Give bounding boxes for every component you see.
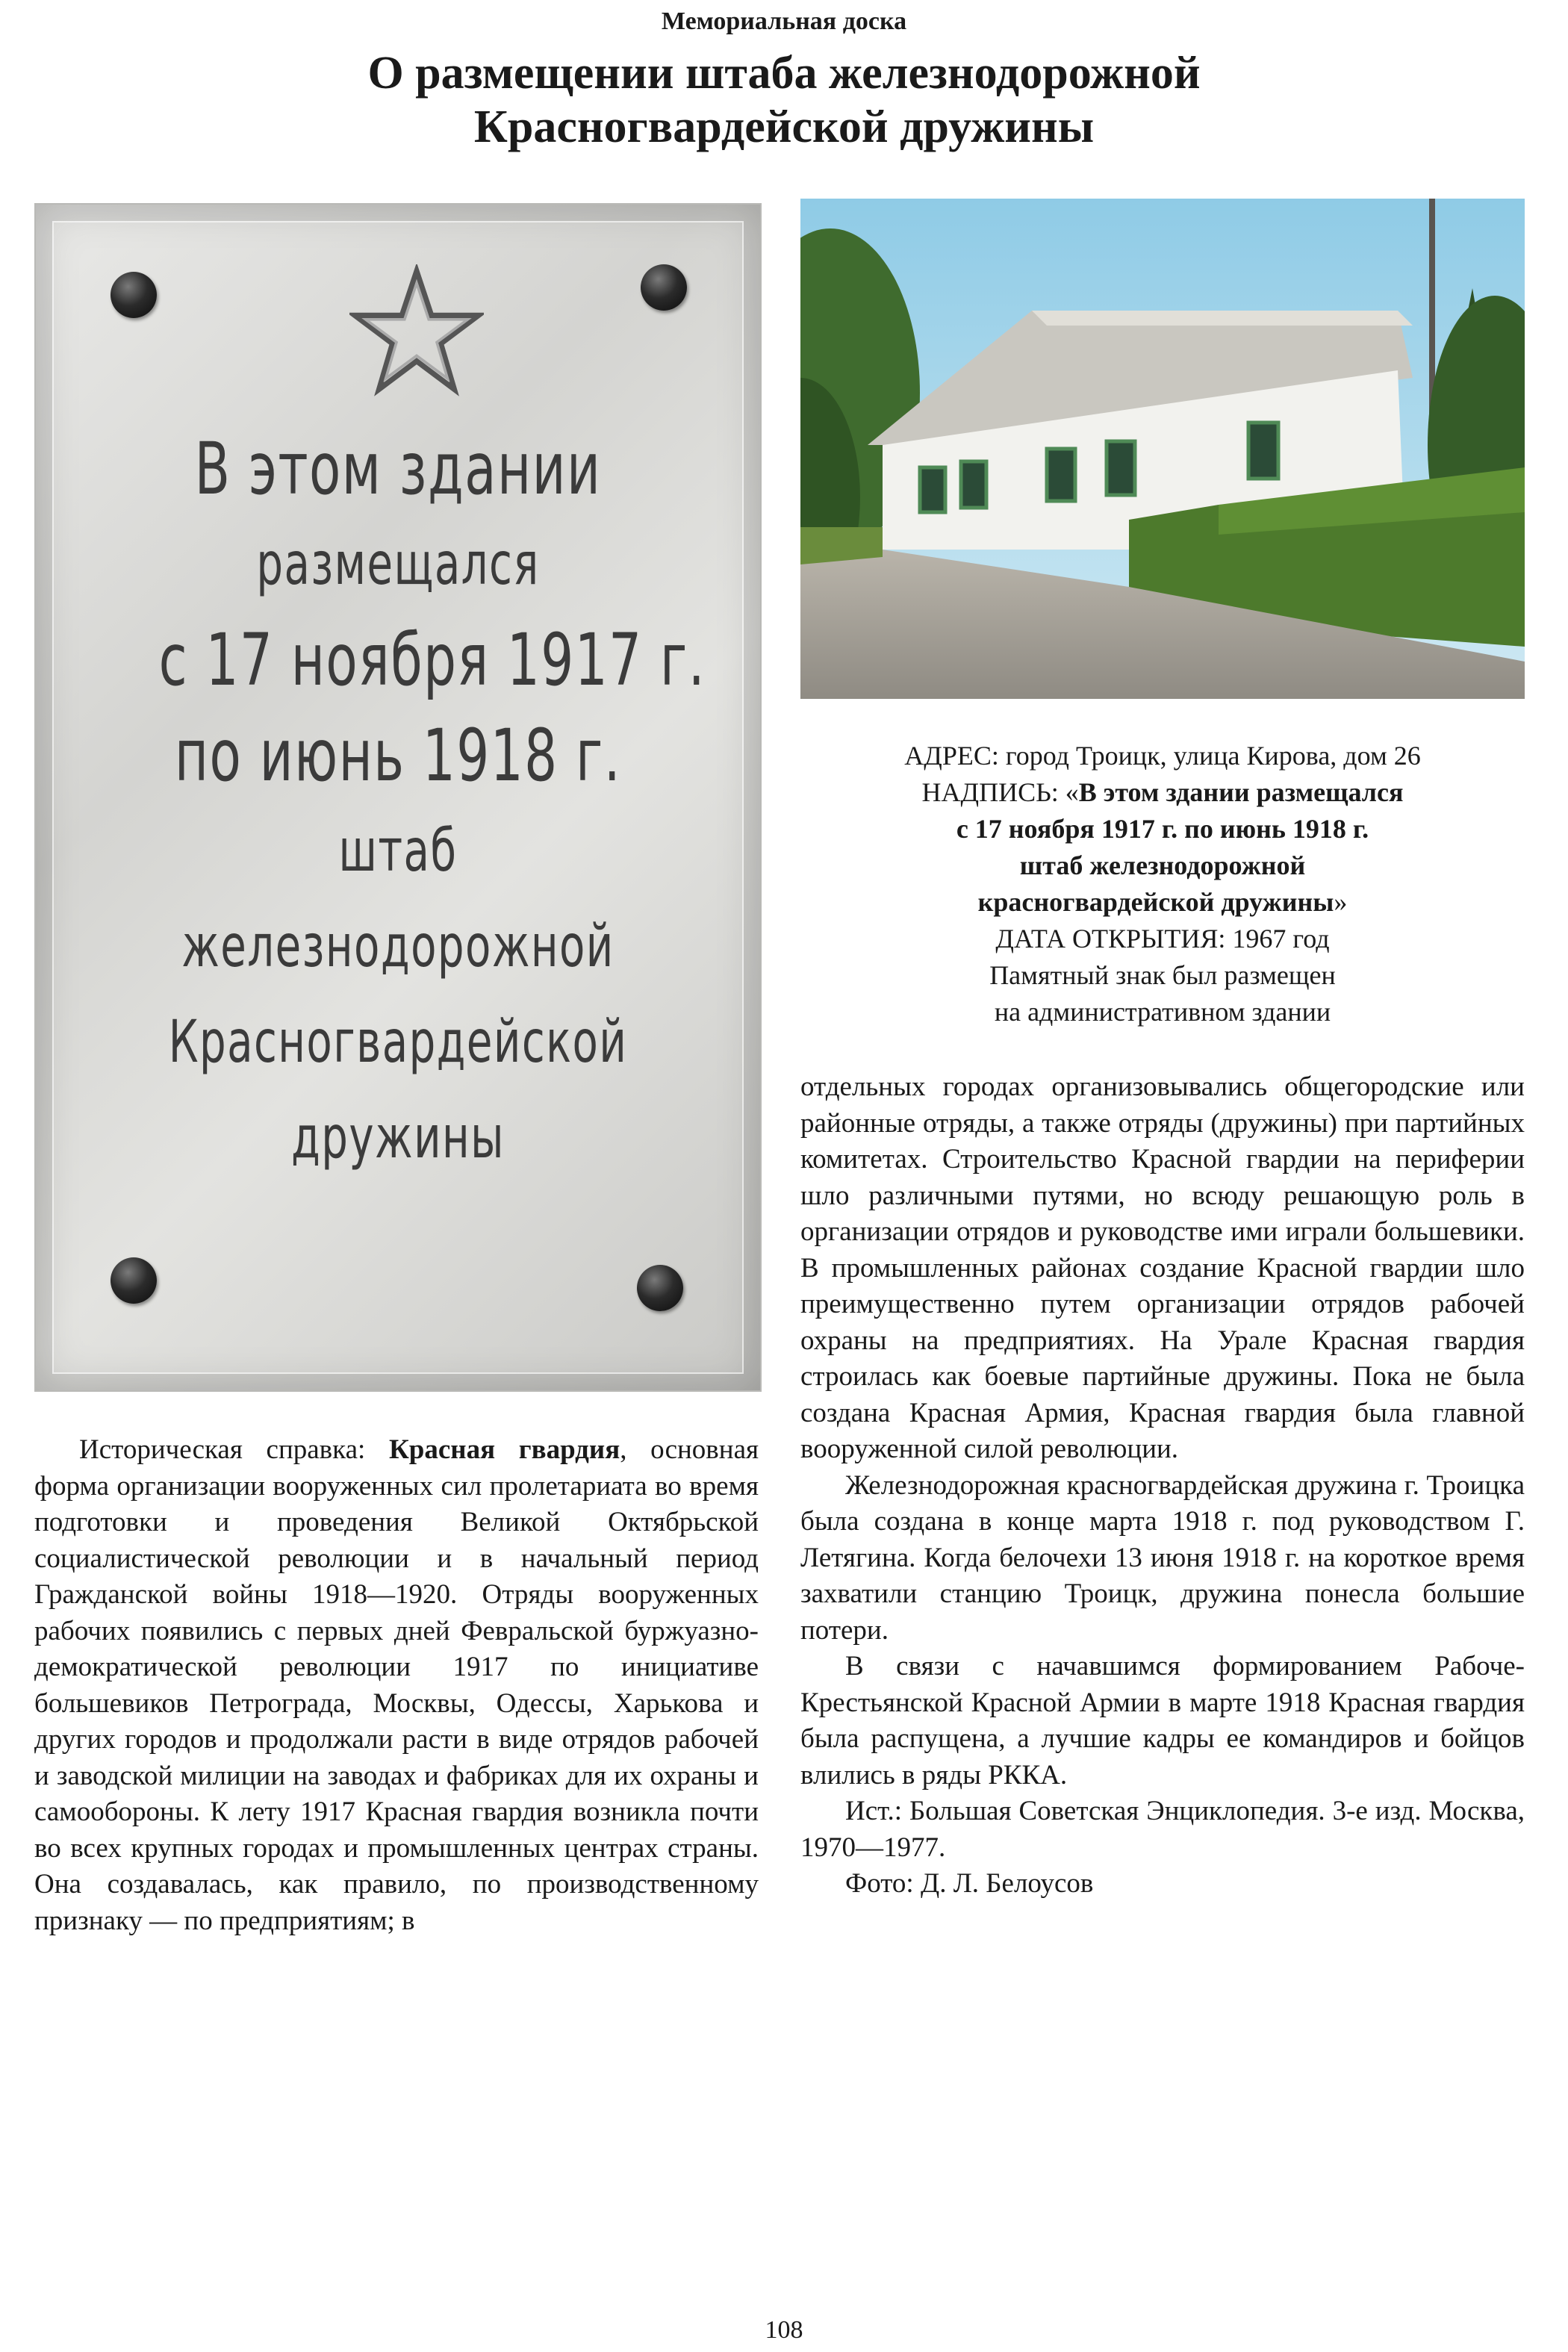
star-icon bbox=[349, 264, 484, 399]
inscription-line: красногвардейской дружины» bbox=[977, 887, 1348, 917]
bolt-icon bbox=[111, 272, 157, 318]
memorial-plaque-image bbox=[34, 203, 762, 1392]
bolt-icon bbox=[637, 1265, 683, 1311]
plaque-inscription bbox=[158, 421, 706, 1186]
opening-date-line: ДАТА ОТКРЫТИЯ: 1967 год bbox=[995, 924, 1330, 953]
note-line: на административном здании bbox=[994, 997, 1331, 1027]
note-line: Памятный знак был размещен bbox=[989, 960, 1336, 990]
historical-note-left bbox=[34, 1432, 759, 1939]
plaque-line: дружины bbox=[291, 1104, 505, 1172]
inscription-line: с 17 ноября 1917 г. по июнь 1918 г. bbox=[956, 814, 1369, 844]
plaque-line: железнодорожной bbox=[181, 913, 615, 980]
plaque-line: Красногвардейской bbox=[168, 1009, 628, 1076]
inscription-line: НАДПИСЬ: «В этом здании размещался bbox=[921, 777, 1404, 807]
paragraph: В связи с начавшимся формированием Рабоче-Крестьянской Красной Армии в марте 1918 Красная гвардия была распущена, а лучшие кадры ее командиров и бойцов влились в ряды РККА. bbox=[800, 1651, 1525, 1791]
plaque-line: штаб bbox=[338, 818, 458, 885]
plaque-line: с 17 ноября 1917 г. bbox=[158, 618, 706, 702]
paragraph: Железнодорожная красногвардейская дружина г. Троицка была создана в конце марта 1918 г. под руководством Г. Летягина. Когда белочехи 13 июня 1918 г. на короткое время захватили станцию Троицк, дружина понесла большие потери. bbox=[800, 1469, 1525, 1646]
photo-credit: Фото: Д. Л. Белоусов bbox=[845, 1868, 1094, 1899]
address-line: АДРЕС: город Троицк, улица Кирова, дом 26 bbox=[904, 741, 1421, 771]
inscription-line: штаб железнодорожной bbox=[1019, 850, 1306, 880]
paragraph: Историческая справка: Красная гвардия, основная форма организации вооруженных сил пролетариата во время подготовки и проведения Великой Октябрьской социалистической революции и в начальный период Гражданской войны 1918—1920. Отряды вооруженных рабочих появились с первых дней Февральской буржуазно-демократической революции 1917 по инициативе большевиков Петрограда, Москвы, Одессы, Харькова и других городов и продолжали расти в виде отрядов рабочей и заводской милиции на заводах и фабриках для их охраны и самообороны. К лету 1917 Красная гвардия возникла почти во всех крупных городах и промышленных центрах страны. Она создавалась, как правило, по производственному признаку — по предприятиям; в bbox=[34, 1434, 759, 1936]
plaque-line: размещался bbox=[256, 531, 540, 598]
monument-caption bbox=[800, 738, 1525, 1030]
section-kicker: Мемориальная доска bbox=[661, 7, 907, 35]
historical-note-right bbox=[800, 1069, 1525, 1903]
plaque-line: по июнь 1918 г. bbox=[174, 714, 622, 797]
source-line: Ист.: Большая Советская Энциклопедия. 3-е изд. Москва, 1970—1977. bbox=[800, 1796, 1525, 1863]
page-title bbox=[0, 46, 1568, 154]
plaque-line: В этом здании bbox=[194, 427, 602, 511]
bolt-icon bbox=[111, 1257, 157, 1304]
page-number: 108 bbox=[765, 2316, 803, 2344]
bolt-icon bbox=[641, 264, 687, 311]
title-line-1: О размещении штаба железнодорожной bbox=[367, 48, 1201, 99]
building-photo bbox=[800, 199, 1525, 699]
title-line-2: Красногвардейской дружины bbox=[473, 102, 1095, 152]
paragraph: отдельных городах организовывались общегородские или районные отряды, а также отряды (дружины) при партийных комитетах. Строительство Красной гвардии на периферии шло различными путями, но всюду решающую роль в организации отрядов и руководстве ими играли большевики. В промышленных районах создание Красной гвардии шло преимущественно путем организации отрядов рабочей охраны на предприятиях. На Урале Красная гвардия строилась как боевые партийные дружины. Пока не была создана Красная Армия, Красная гвардия была главной вооруженной силой революции. bbox=[800, 1071, 1525, 1464]
